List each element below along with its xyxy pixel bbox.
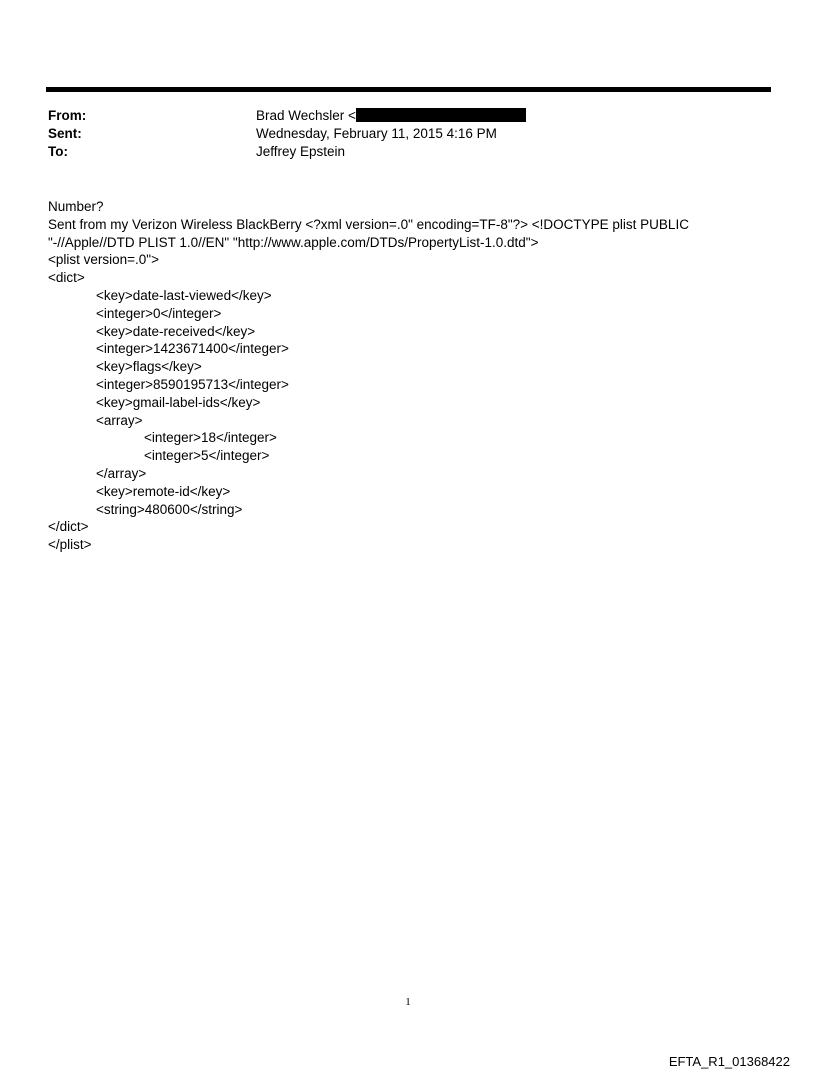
plist-line: <dict> xyxy=(48,270,85,286)
plist-line: <string>480600</string> xyxy=(96,501,243,517)
email-body xyxy=(48,198,773,554)
sent-row xyxy=(48,125,748,143)
to-value: Jeffrey Epstein xyxy=(256,144,346,159)
to-label: To: xyxy=(48,144,68,159)
plist-line: </plist> xyxy=(48,537,92,553)
plist-line: <plist version=.0"> xyxy=(48,252,159,268)
to-row xyxy=(48,143,748,161)
from-label: From: xyxy=(48,108,87,123)
plist-line: </dict> xyxy=(48,519,89,535)
sent-label: Sent: xyxy=(48,126,82,141)
from-row xyxy=(48,107,748,125)
plist-line: <key>date-last-viewed</key> xyxy=(96,287,272,303)
greeting-line: Number? xyxy=(48,199,104,214)
plist-line: <array> xyxy=(96,412,143,428)
signature-line: Sent from my Verizon Wireless BlackBerry <?xml version=.0" encoding=TF-8"?> <!DOCTYPE plist PUBLIC "-//Apple//DTD PLIST 1.0//EN" "http://www.apple.com/DTDs/PropertyList-1.0.dtd"> xyxy=(48,216,689,250)
plist-line: <integer>5</integer> xyxy=(144,448,270,464)
sent-value: Wednesday, February 11, 2015 4:16 PM xyxy=(256,126,497,141)
plist-line: <key>gmail-label-ids</key> xyxy=(96,394,261,410)
document-id: EFTA_R1_01368422 xyxy=(668,1054,790,1069)
plist-block xyxy=(48,251,773,554)
plist-line: <integer>0</integer> xyxy=(96,305,222,321)
from-value xyxy=(256,107,526,125)
plist-line: </array> xyxy=(96,465,147,481)
plist-line: <integer>8590195713</integer> xyxy=(96,376,289,392)
page-number: 1 xyxy=(405,996,411,1008)
plist-line: <integer>1423671400</integer> xyxy=(96,341,289,357)
plist-line: <key>remote-id</key> xyxy=(96,483,231,499)
redaction-box xyxy=(356,108,526,122)
sender-name: Brad Wechsler < xyxy=(256,108,356,123)
header-divider xyxy=(46,87,771,92)
plist-line: <key>date-received</key> xyxy=(96,323,256,339)
plist-line: <integer>18</integer> xyxy=(144,430,277,446)
plist-line: <key>flags</key> xyxy=(96,359,202,375)
